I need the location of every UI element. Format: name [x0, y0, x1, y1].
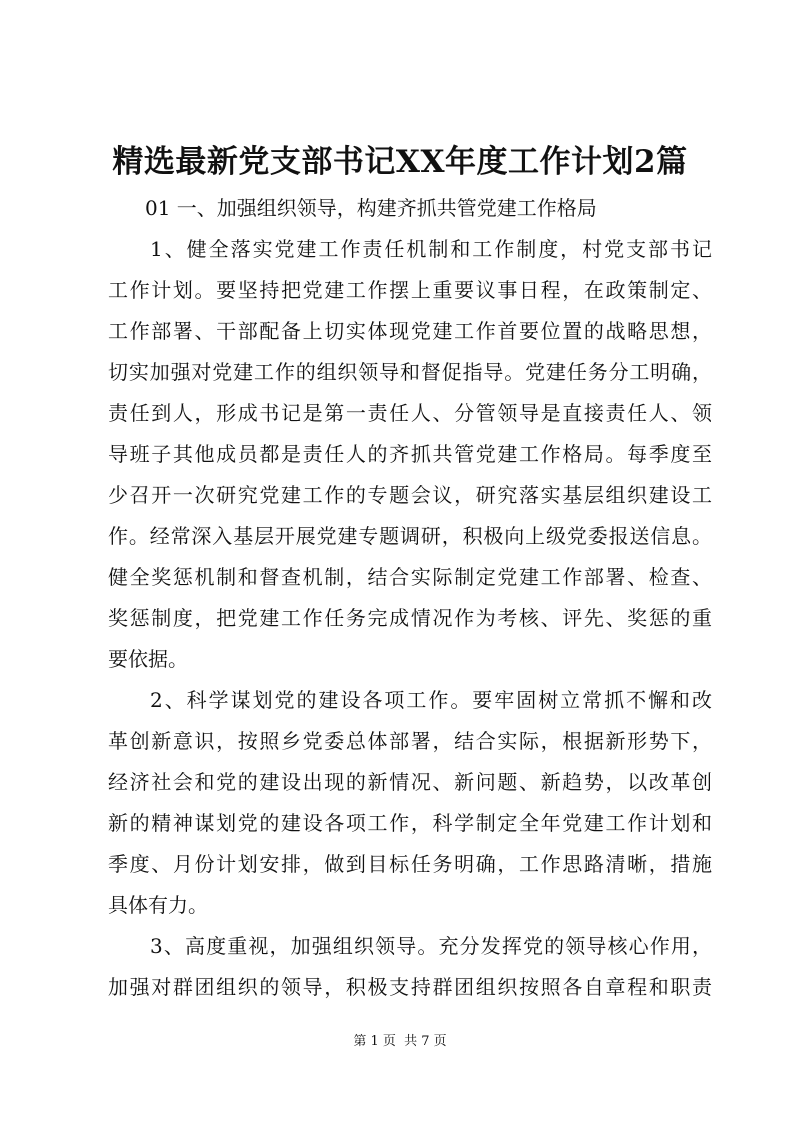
paragraph-line: 要依据。: [108, 647, 188, 671]
paragraph-line: 健全奖惩机制和督查机制，结合实际制定党建工作部署、检查、: [108, 565, 712, 589]
paragraph-line: 3、高度重视，加强组织领导。充分发挥党的领导核心作用，: [150, 934, 712, 958]
paragraph-line: 季度、月份计划安排，做到目标任务明确，工作思路清晰，措施: [108, 852, 712, 876]
paragraph-line: 奖惩制度，把党建工作任务完成情况作为考核、评先、奖惩的重: [108, 606, 712, 630]
paragraph-line: 导班子其他成员都是责任人的齐抓共管党建工作格局。每季度至: [108, 442, 712, 466]
paragraph-line: 2、科学谋划党的建设各项工作。要牢固树立常抓不懈和改: [150, 688, 712, 712]
paragraph-line: 经济社会和党的建设出现的新情况、新问题、新趋势，以改革创: [108, 770, 712, 794]
paragraph-line: 新的精神谋划党的建设各项工作，科学制定全年党建工作计划和: [108, 811, 712, 835]
document-title: 精选最新党支部书记XX年度工作计划2篇: [112, 144, 688, 180]
paragraph-line: 工作计划。要坚持把党建工作摆上重要议事日程，在政策制定、: [108, 278, 712, 302]
paragraph-line: 加强对群团组织的领导，积极支持群团组织按照各自章程和职责: [108, 975, 712, 999]
paragraph-line: 切实加强对党建工作的组织领导和督促指导。党建任务分工明确，: [108, 360, 712, 384]
paragraph-line: 工作部署、干部配备上切实体现党建工作首要位置的战略思想，: [108, 319, 712, 343]
paragraph-line: 革创新意识，按照乡党委总体部署，结合实际，根据新形势下，: [108, 729, 712, 753]
paragraph-line: 少召开一次研究党建工作的专题会议，研究落实基层组织建设工: [108, 483, 712, 507]
page-number: 第 1 页 共 7 页: [353, 1034, 447, 1049]
paragraph-line: 具体有力。: [108, 893, 208, 917]
paragraph-line: 1、健全落实党建工作责任机制和工作制度，村党支部书记: [150, 237, 712, 261]
section-heading: 01 一、加强组织领导，构建齐抓共管党建工作格局: [145, 196, 597, 220]
paragraph-line: 责任到人，形成书记是第一责任人、分管领导是直接责任人、领: [108, 401, 712, 425]
paragraph-line: 作。经常深入基层开展党建专题调研，积极向上级党委报送信息。: [108, 524, 712, 548]
